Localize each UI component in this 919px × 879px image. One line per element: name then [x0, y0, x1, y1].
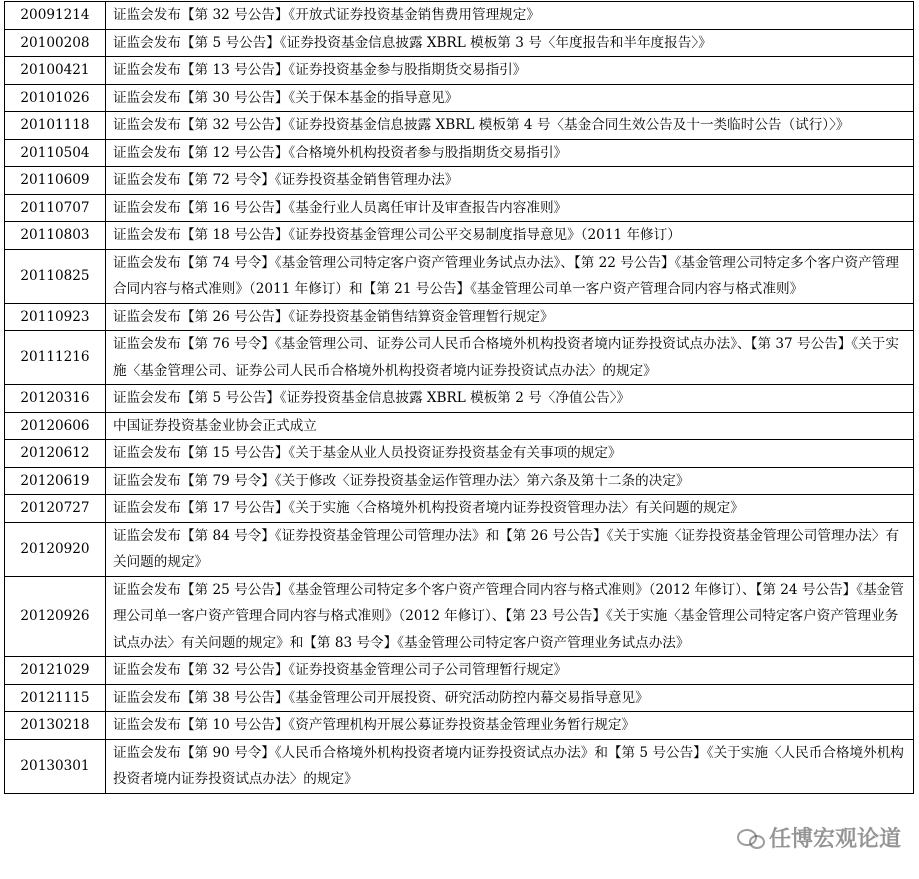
date-cell: 20120606 — [5, 412, 106, 440]
date-cell: 20101026 — [5, 84, 106, 112]
table-row — [5, 57, 914, 85]
table-row — [5, 84, 914, 112]
date-cell: 20120926 — [5, 576, 106, 657]
description-cell: 证监会发布【第 5 号公告】《证券投资基金信息披露 XBRL 模板第 2 号〈净值公告〉》 — [106, 385, 914, 413]
table-row — [5, 684, 914, 712]
date-cell: 20110803 — [5, 222, 106, 250]
description-cell: 证监会发布【第 38 号公告】《基金管理公司开展投资、研究活动防控内幕交易指导意见》 — [106, 684, 914, 712]
table-row — [5, 712, 914, 740]
date-cell: 20110609 — [5, 167, 106, 195]
table-row — [5, 495, 914, 523]
description-cell: 证监会发布【第 10 号公告】《资产管理机构开展公募证券投资基金管理业务暂行规定》 — [106, 712, 914, 740]
date-cell: 20111216 — [5, 331, 106, 385]
table-row — [5, 440, 914, 468]
description-cell: 证监会发布【第 5 号公告】《证券投资基金信息披露 XBRL 模板第 3 号〈年度报告和半年度报告〉》 — [106, 29, 914, 57]
table-row — [5, 467, 914, 495]
table-row — [5, 194, 914, 222]
date-cell: 20110923 — [5, 303, 106, 331]
description-cell: 证监会发布【第 74 号令】《基金管理公司特定客户资产管理业务试点办法》、【第 22 号公告】《基金管理公司特定多个客户资产管理合同内容与格式准则》（2011 年修订）和【第 21 号公告】《基金管理公司单一客户资产管理合同内容与格式准则》 — [106, 249, 914, 303]
description-cell: 证监会发布【第 32 号公告】《开放式证券投资基金销售费用管理规定》 — [106, 2, 914, 30]
description-cell: 证监会发布【第 30 号公告】《关于保本基金的指导意见》 — [106, 84, 914, 112]
table-row — [5, 739, 914, 793]
date-cell: 20121115 — [5, 684, 106, 712]
table-row — [5, 29, 914, 57]
watermark — [737, 822, 901, 853]
table-row — [5, 522, 914, 576]
table-row — [5, 657, 914, 685]
description-cell: 证监会发布【第 16 号公告】《基金行业人员离任审计及审查报告内容准则》 — [106, 194, 914, 222]
date-cell: 20120920 — [5, 522, 106, 576]
wechat-icon — [737, 827, 765, 849]
date-cell: 20091214 — [5, 2, 106, 30]
date-cell: 20110825 — [5, 249, 106, 303]
description-cell: 证监会发布【第 32 号公告】《证券投资基金信息披露 XBRL 模板第 4 号〈基金合同生效公告及十一类临时公告（试行）〉》 — [106, 112, 914, 140]
description-cell: 证监会发布【第 90 号令】《人民币合格境外机构投资者境内证券投资试点办法》和【第 5 号公告】《关于实施〈人民币合格境外机构投资者境内证券投资试点办法〉的规定》 — [106, 739, 914, 793]
description-cell: 证监会发布【第 15 号公告】《关于基金从业人员投资证券投资基金有关事项的规定》 — [106, 440, 914, 468]
regulation-timeline-table — [4, 1, 914, 794]
table-row — [5, 331, 914, 385]
table-row — [5, 222, 914, 250]
date-cell: 20120612 — [5, 440, 106, 468]
description-cell: 证监会发布【第 12 号公告】《合格境外机构投资者参与股指期货交易指引》 — [106, 139, 914, 167]
date-cell: 20100421 — [5, 57, 106, 85]
date-cell: 20120619 — [5, 467, 106, 495]
date-cell: 20121029 — [5, 657, 106, 685]
date-cell: 20110707 — [5, 194, 106, 222]
description-cell: 证监会发布【第 26 号公告】《证券投资基金销售结算资金管理暂行规定》 — [106, 303, 914, 331]
date-cell: 20120727 — [5, 495, 106, 523]
table-row — [5, 576, 914, 657]
description-cell: 证监会发布【第 84 号令】《证券投资基金管理公司管理办法》和【第 26 号公告】《关于实施〈证券投资基金管理公司管理办法〉有关问题的规定》 — [106, 522, 914, 576]
table-row — [5, 139, 914, 167]
date-cell: 20110504 — [5, 139, 106, 167]
table-row — [5, 112, 914, 140]
date-cell: 20101118 — [5, 112, 106, 140]
table-row — [5, 167, 914, 195]
description-cell: 证监会发布【第 13 号公告】《证券投资基金参与股指期货交易指引》 — [106, 57, 914, 85]
date-cell: 20130301 — [5, 739, 106, 793]
date-cell: 20100208 — [5, 29, 106, 57]
table-row — [5, 303, 914, 331]
date-cell: 20130218 — [5, 712, 106, 740]
description-cell: 证监会发布【第 32 号公告】《证券投资基金管理公司子公司管理暂行规定》 — [106, 657, 914, 685]
description-cell: 证监会发布【第 79 号令】《关于修改〈证券投资基金运作管理办法〉第六条及第十二条的决定》 — [106, 467, 914, 495]
description-cell: 证监会发布【第 72 号令】《证券投资基金销售管理办法》 — [106, 167, 914, 195]
table-row — [5, 249, 914, 303]
table-row — [5, 412, 914, 440]
description-cell: 证监会发布【第 25 号公告】《基金管理公司特定多个客户资产管理合同内容与格式准则》（2012 年修订）、【第 24 号公告】《基金管理公司单一客户资产管理合同内容与格式准则》（2012 年修订）、【第 23 号公告】《关于实施〈基金管理公司特定客户资产管理业务试点办法〉有关问题的规定》和【第 83 号令】《基金管理公司特定客户资产管理业务试点办法》 — [106, 576, 914, 657]
table-row — [5, 2, 914, 30]
watermark-text: 任博宏观论道 — [768, 827, 901, 852]
description-cell: 中国证券投资基金业协会正式成立 — [106, 412, 914, 440]
date-cell: 20120316 — [5, 385, 106, 413]
description-cell: 证监会发布【第 18 号公告】《证券投资基金管理公司公平交易制度指导意见》（2011 年修订） — [106, 222, 914, 250]
table-row — [5, 385, 914, 413]
description-cell: 证监会发布【第 17 号公告】《关于实施〈合格境外机构投资者境内证券投资管理办法〉有关问题的规定》 — [106, 495, 914, 523]
description-cell: 证监会发布【第 76 号令】《基金管理公司、证券公司人民币合格境外机构投资者境内证券投资试点办法》、【第 37 号公告】《关于实施〈基金管理公司、证券公司人民币合格境外机构投资者境内证券投资试点办法〉的规定》 — [106, 331, 914, 385]
